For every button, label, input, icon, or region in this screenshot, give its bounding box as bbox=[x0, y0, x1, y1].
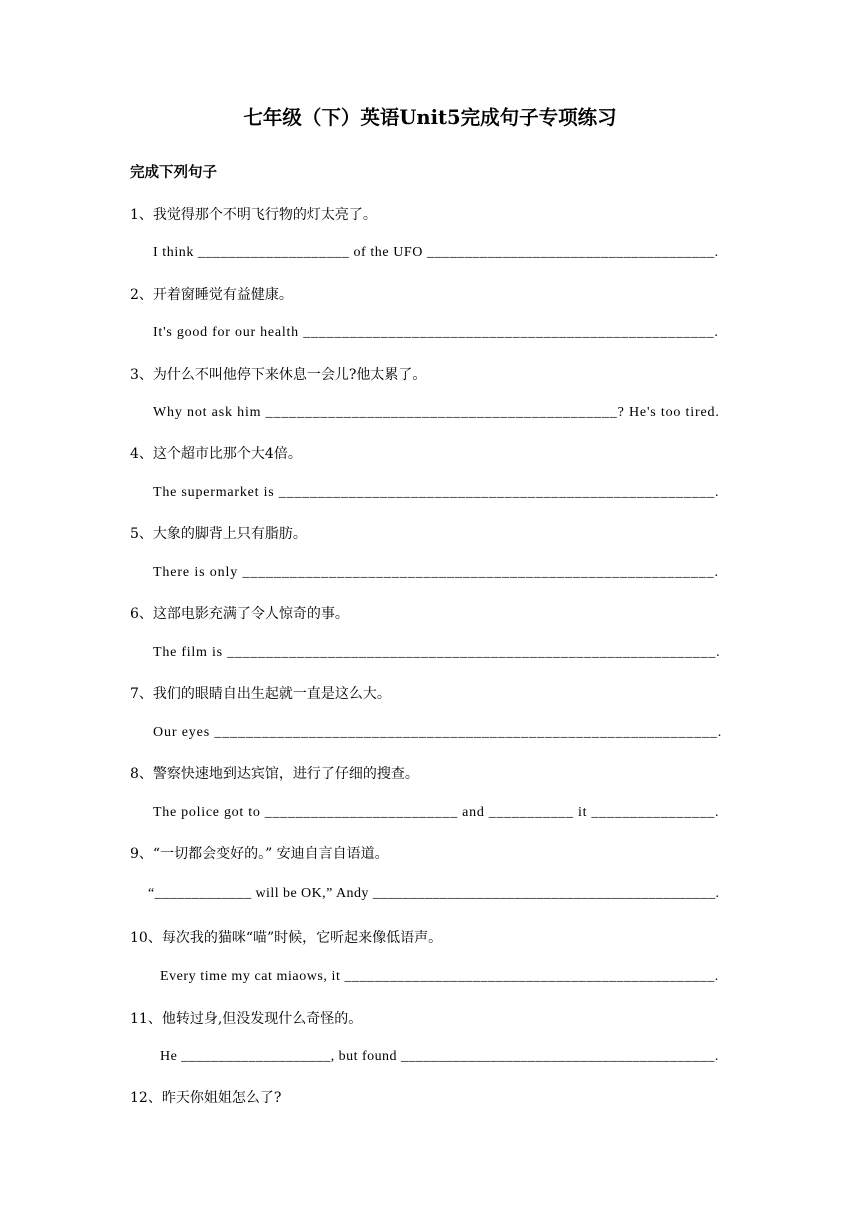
question-7-prompt: 7、我们的眼睛自出生起就一直是这么大。 bbox=[130, 686, 391, 702]
question-1-prompt: 1、我觉得那个不明飞行物的灯太亮了。 bbox=[130, 207, 377, 223]
question-11-answer-line: He ____________________, but found __________________________________________. bbox=[160, 1049, 719, 1064]
question-11-prompt: 11、他转过身,但没发现什么奇怪的。 bbox=[130, 1011, 363, 1027]
question-2-answer-line: It's good for our health _____________________________________________________. bbox=[153, 325, 719, 340]
page-title: 七年级（下）英语Unit5完成句子专项练习 bbox=[243, 106, 617, 129]
question-10-answer-line: Every time my cat miaows, it _________________________________________________. bbox=[160, 969, 719, 984]
question-12-prompt: 12、昨天你姐姐怎么了? bbox=[130, 1090, 282, 1106]
question-6-answer-line: The film is _______________________________________________________________. bbox=[153, 645, 721, 660]
question-6-prompt: 6、这部电影充满了令人惊奇的事。 bbox=[130, 606, 349, 622]
question-2-prompt: 2、开着窗睡觉有益健康。 bbox=[130, 287, 293, 303]
question-5-prompt: 5、大象的脚背上只有脂肪。 bbox=[130, 526, 307, 542]
question-5-answer-line: There is only ____________________________________________________________. bbox=[153, 565, 719, 580]
question-10-prompt: 10、每次我的猫咪“喵”时候，它听起来像低语声。 bbox=[130, 930, 443, 946]
question-7-answer-line: Our eyes ________________________________________________________________. bbox=[153, 725, 723, 740]
question-3-answer-line: Why not ask him _____________________________________________? He's too tired. bbox=[153, 405, 720, 420]
question-8-answer-line: The police got to _________________________ and ___________ it ________________. bbox=[153, 805, 720, 820]
question-1-answer-line: I think ____________________ of the UFO ______________________________________. bbox=[153, 245, 719, 260]
question-3-prompt: 3、为什么不叫他停下来休息一会儿?他太累了。 bbox=[130, 367, 427, 383]
question-4-answer-line: The supermarket is ________________________________________________________. bbox=[153, 485, 720, 500]
question-4-prompt: 4、这个超市比那个大4倍。 bbox=[130, 446, 302, 462]
section-heading: 完成下列句子 bbox=[130, 164, 217, 181]
question-9-prompt: 9、“一切都会变好的。” 安迪自言自语道。 bbox=[130, 846, 389, 862]
question-8-prompt: 8、警察快速地到达宾馆，进行了仔细的搜查。 bbox=[130, 766, 419, 782]
question-9-answer-line: “_____________ will be OK,” Andy ______________________________________________. bbox=[148, 886, 720, 901]
